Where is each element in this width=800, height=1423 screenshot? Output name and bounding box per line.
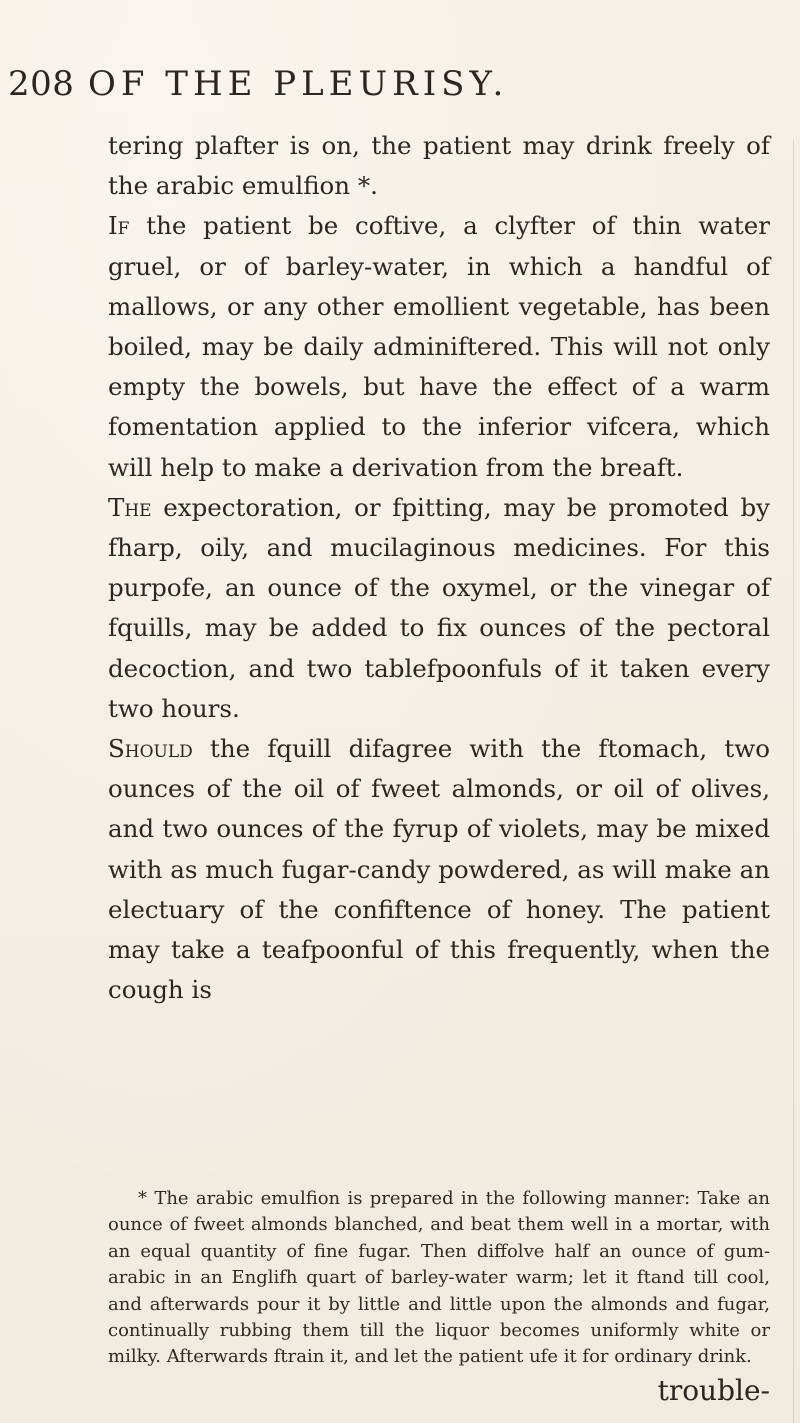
paragraph-text: the fquill difagree with the ftomach, two ounces of the oil of fweet almonds, or oil of olives, and two ounces of the fyrup of violets, may be mixed with as much fugar-candy powdered, as will make an electuary of the confiftence of honey. The patient may take a teafpoonful of this frequently, when the cough is [108, 734, 770, 1005]
page-edge-shadow [793, 140, 794, 1423]
paragraph-text: expectoration, or fpitting, may be promoted by fharp, oily, and mucilaginous medicines. For this purpofe, an ounce of the oxymel, or the vinegar of fquills, may be added to fix ounces of the pectoral decoction, and two tablefpoonfuls of it taken every two hours. [108, 492, 770, 723]
paragraph-lead-word: Should [108, 734, 193, 764]
paragraph-clyster [108, 206, 770, 487]
chapter-title: OF THE PLEURISY. [88, 64, 509, 104]
paragraph-text: tering plafter is on, the patient may drink freely of the arabic emulfion *. [108, 131, 770, 201]
page-number: 208 [8, 64, 75, 104]
paragraph-continuation [108, 126, 770, 206]
paragraph-lead-word: If [108, 211, 130, 241]
paragraph-text: the patient be coftive, a clyfter of thin water gruel, or of barley-water, in which a handful of mallows, or any other emollient vegetable, has been boiled, may be daily adminiftered. This will not only empty the bowels, but have the effect of a warm fomentation applied to the inferior vifcera, which will help to make a derivation from the breaft. [108, 211, 770, 482]
footnote [108, 1186, 770, 1371]
paragraph-expectoration [108, 488, 770, 729]
paragraph-squill [108, 729, 770, 1010]
running-head [0, 64, 800, 110]
catchword: trouble- [657, 1374, 770, 1407]
footnote-text: * The arabic emulfion is prepared in the following manner: Take an ounce of fweet almonds blanched, and beat them well in a mortar, with an equal quantity of fine fugar. Then diffolve half an ounce of gum-arabic in an Englifh quart of barley-water warm; let it ftand till cool, and afterwards pour it by little and little upon the almonds and fugar, continually rubbing them till the liquor becomes uniformly white or milky. Afterwards ftrain it, and let the patient ufe it for ordinary drink. [108, 1188, 770, 1368]
main-text [108, 126, 770, 1010]
paragraph-lead-word: The [108, 492, 152, 522]
